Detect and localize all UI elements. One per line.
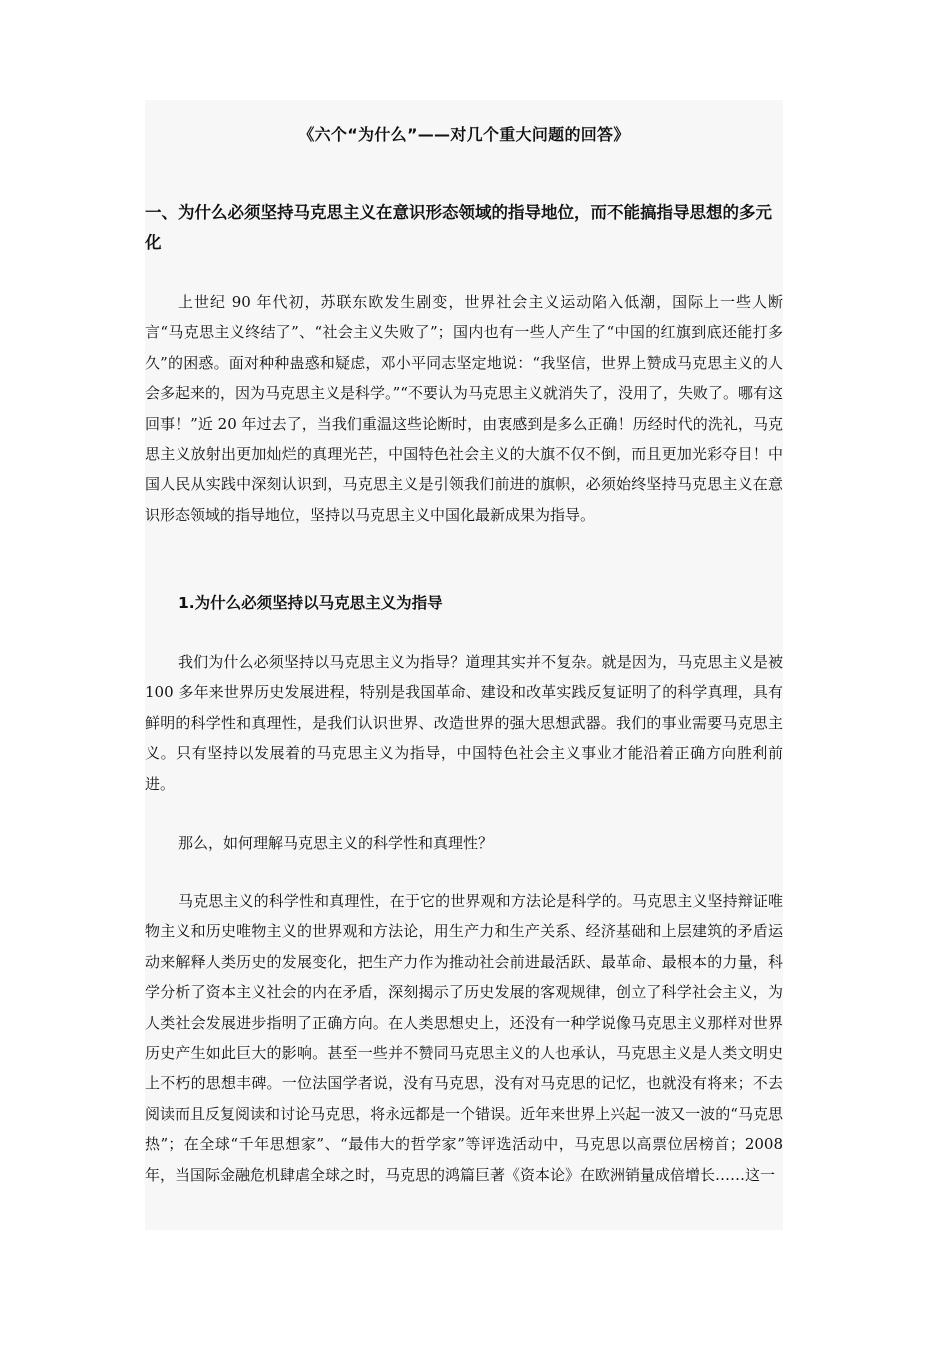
paragraph-question: 那么，如何理解马克思主义的科学性和真理性？ <box>178 834 494 852</box>
document-title: 《六个“为什么”——对几个重大问题的回答》 <box>298 125 630 144</box>
sub-heading: 1.为什么必须坚持以马克思主义为指导 <box>178 594 443 612</box>
paragraph-reason: 我们为什么必须坚持以马克思主义为指导？道理其实并不复杂。就是因为，马克思主义是被 100 多年来世界历史发展进程，特别是我国革命、建设和改革实践反复证明了的科学真理，具有鲜明的科学性和真理性，是我们认识世界、改造世界的强大思想武器。我们的事业需要马克思主义。只有坚持以发展着的马克思主义为指导，中国特色社会主义事业才能沿着正确方向胜利前进。 <box>145 653 783 793</box>
paragraph-explanation: 马克思主义的科学性和真理性，在于它的世界观和方法论是科学的。马克思主义坚持辩证唯物主义和历史唯物主义的世界观和方法论，用生产力和生产关系、经济基础和上层建筑的矛盾运动来解释人类历史的发展变化，把生产力作为推动社会前进最活跃、最革命、最根本的力量，科学分析了资本主义社会的内在矛盾，深刻揭示了历史发展的客观规律，创立了科学社会主义，为人类社会发展进步指明了正确方向。在人类思想史上，还没有一种学说像马克思主义那样对世界历史产生如此巨大的影响。甚至一些并不赞同马克思主义的人也承认，马克思主义是人类文明史上不朽的思想丰碑。一位法国学者说，没有马克思，没有对马克思的记忆，也就没有将来；不去阅读而且反复阅读和讨论马克思，将永远都是一个错误。近年来世界上兴起一波又一波的“马克思热”；在全球“千年思想家”、“最伟大的哲学家”等评选活动中，马克思以高票位居榜首；2008 年，当国际金融危机肆虐全球之时，马克思的鸿篇巨著《资本论》在欧洲销量成倍增长……这一 <box>145 892 783 1184</box>
section-heading: 一、为什么必须坚持马克思主义在意识形态领域的指导地位，而不能搞指导思想的多元化 <box>145 203 772 252</box>
paragraph-intro: 上世纪 90 年代初，苏联东欧发生剧变，世界社会主义运动陷入低潮，国际上一些人断言“马克思主义终结了”、“社会主义失败了”；国内也有一些人产生了“中国的红旗到底还能打多久”的困惑。面对种种蛊惑和疑虑，邓小平同志坚定地说：“我坚信，世界上赞成马克思主义的人会多起来的，因为马克思主义是科学。”“不要认为马克思主义就消失了，没用了，失败了。哪有这回事！”近 20 年过去了，当我们重温这些论断时，由衷感到是多么正确！历经时代的洗礼，马克思主义放射出更加灿烂的真理光芒，中国特色社会主义的大旗不仅不倒，而且更加光彩夺目！中国人民从实践中深刻认识到，马克思主义是引领我们前进的旗帜，必须始终坚持马克思主义在意识形态领域的指导地位，坚持以马克思主义中国化最新成果为指导。 <box>145 293 783 524</box>
